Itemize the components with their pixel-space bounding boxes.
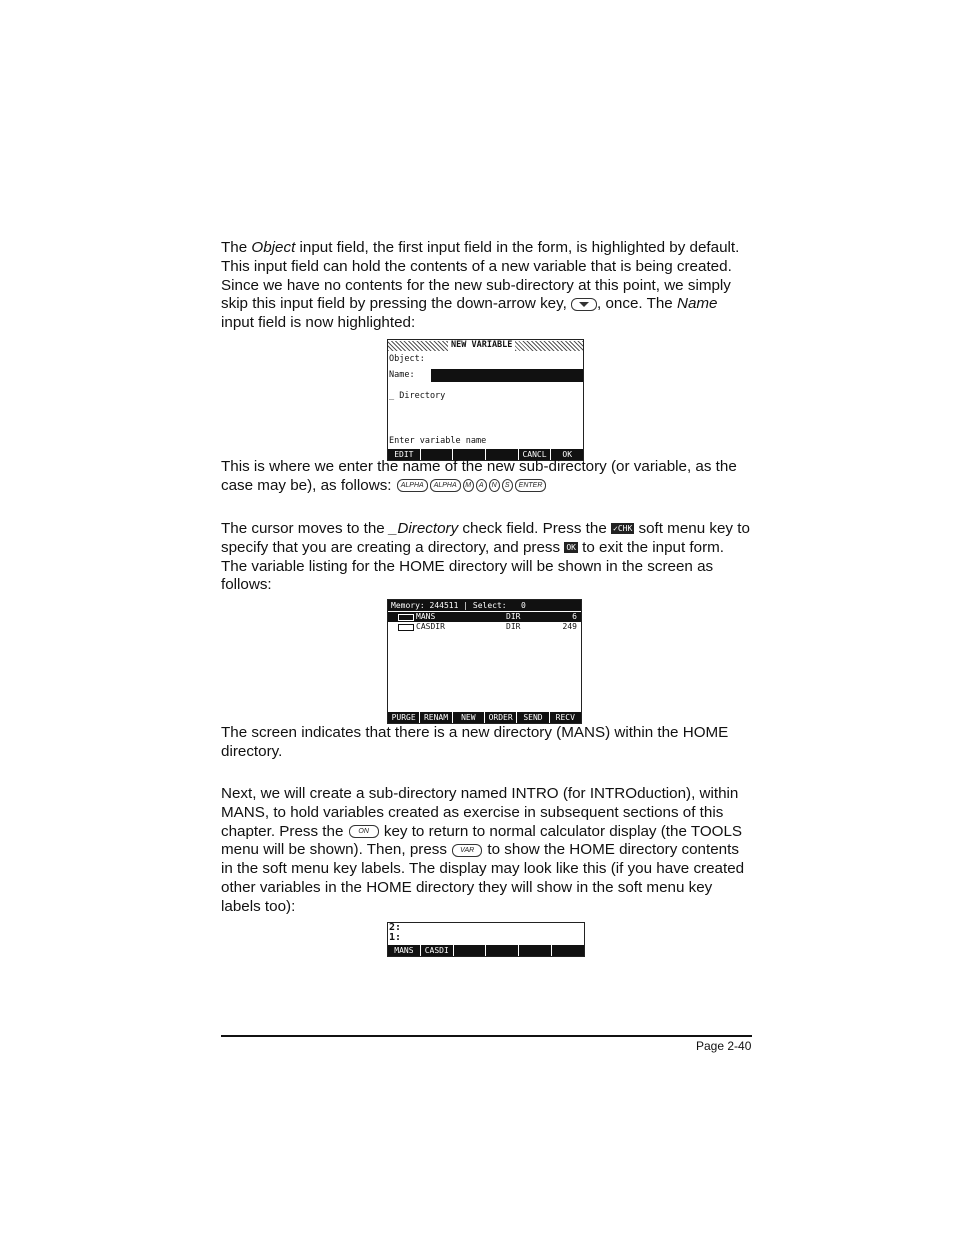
ok-softkey: OK: [566, 543, 576, 553]
directory-term: _Directory: [388, 520, 459, 537]
new-variable-screen: [387, 339, 584, 461]
menu-send: SEND: [517, 712, 549, 723]
s-key: S: [502, 479, 513, 492]
row-name: MANS: [416, 612, 436, 621]
paragraph-directory-check: The cursor moves to the _Directory check field. Press the ✓CHK soft menu key to specify that you are creating a directory, and press OK to exit the input form. The variable listing for the HOME directory will be shown in the screen as follows:: [221, 520, 750, 594]
menu-blank-4: [552, 945, 584, 956]
row-type: DIR: [506, 612, 521, 621]
m-key: M: [463, 479, 474, 492]
var-key: VAR: [452, 844, 482, 857]
row-name: CASDIR: [416, 622, 445, 631]
variable-listing-screen: [387, 599, 582, 724]
menu-blank-1: [454, 945, 487, 956]
row-size: 249: [562, 622, 577, 631]
on-key: ON: [349, 825, 379, 838]
stack-level-1: 1:: [389, 932, 402, 943]
footer-rule: [221, 1035, 752, 1037]
paragraph-object-field: The Object input field, the first input field in the form, is highlighted by default. This input field can hold the contents of a new variable that is being created. Since we have no contents for the new sub-directory at this point, we simply skip this input field by pressing the down-arrow key, , once. The Name input field is now highlighted:: [221, 239, 740, 332]
name-label: Name:: [389, 370, 415, 380]
a-key: A: [476, 479, 487, 492]
down-arrow-key-icon: [571, 298, 597, 311]
page-number: Page 2-40: [696, 1039, 752, 1053]
paragraph-new-directory: The screen indicates that there is a new directory (MANS) within the HOME directory.: [221, 724, 729, 760]
menu-casdi: CASDI: [421, 945, 454, 956]
row-type: DIR: [506, 622, 521, 631]
stack-level-2: 2:: [389, 922, 402, 933]
menu-cancl: CANCL: [519, 449, 552, 460]
menu-ok: OK: [562, 450, 573, 459]
menu-blank-3: [519, 945, 552, 956]
folder-icon: [398, 624, 414, 631]
soft-menu: [388, 712, 581, 723]
menu-purge: PURGE: [388, 712, 420, 723]
paragraph-intro-subdirectory: Next, we will create a sub-directory named INTRO (for INTROduction), within MANS, to hold variables created as exercise in subsequent sections of this chapter. Press the ON key to return to normal calculator display (the TOOLS menu will be shown). Then, press VAR to show the HOME directory contents in the soft menu key labels. The display may look like this (if you have created other variables in the HOME directory they will show in the soft menu key labels too):: [221, 785, 745, 915]
name-field-highlight: [431, 369, 583, 382]
screen-title: NEW VARIABLE: [448, 340, 515, 351]
n-key: N: [489, 479, 500, 492]
directory-checkbox-label: _ Directory: [389, 391, 446, 401]
soft-menu: [388, 945, 584, 956]
alpha-key: ALPHA: [397, 479, 428, 492]
chk-softkey: ✓CHK: [613, 524, 633, 534]
menu-edit: EDIT: [388, 449, 421, 460]
menu-renam: RENAM: [420, 712, 452, 723]
screen-prompt: Enter variable name: [389, 436, 487, 446]
enter-key: ENTER: [515, 479, 547, 492]
paragraph-enter-name: This is where we enter the name of the new sub-directory (or variable, as the case may be), as follows: ALPHA ALPHA M A N S ENTER: [221, 458, 737, 494]
object-label: Object:: [389, 354, 425, 364]
menu-new: NEW: [453, 712, 485, 723]
menu-blank-2: [486, 945, 519, 956]
stack-screen: [387, 922, 585, 957]
row-size: 6: [572, 612, 577, 621]
alpha-key: ALPHA: [430, 479, 461, 492]
menu-mans: MANS: [388, 945, 421, 956]
menu-recv: RECV: [555, 713, 575, 722]
folder-icon: [398, 614, 414, 621]
object-term: Object: [251, 239, 296, 256]
list-row-mans: [388, 612, 581, 622]
menu-order: ORDER: [485, 712, 517, 723]
list-row-casdir: [388, 622, 581, 632]
memory-header: Memory: 244511 | Select: 0: [388, 600, 581, 611]
name-term: Name: [676, 295, 718, 313]
